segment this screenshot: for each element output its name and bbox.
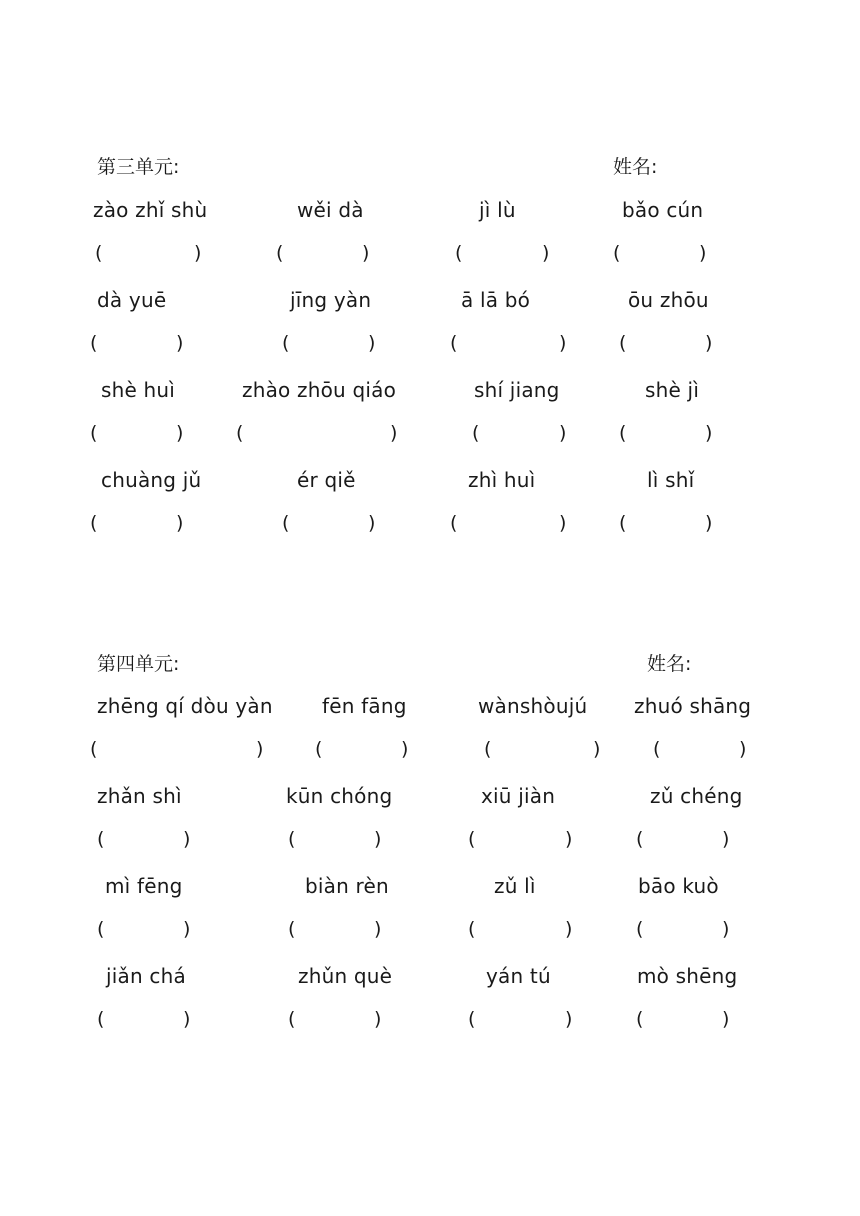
answer-paren-close: ) xyxy=(362,242,370,264)
pinyin-item: zào zhǐ shù xyxy=(93,198,208,222)
answer-paren-close: ) xyxy=(368,512,376,534)
answer-paren-open: ( xyxy=(90,422,98,444)
answer-paren-close: ) xyxy=(390,422,398,444)
pinyin-item: zǔ lì xyxy=(494,874,536,898)
answer-paren-open: ( xyxy=(315,738,323,760)
pinyin-item: shè huì xyxy=(101,378,176,402)
answer-paren-open: ( xyxy=(613,242,621,264)
pinyin-item: jì lù xyxy=(479,198,516,222)
answer-paren-close: ) xyxy=(183,918,191,940)
pinyin-item: zhì huì xyxy=(468,468,536,492)
answer-paren-close: ) xyxy=(593,738,601,760)
answer-paren-close: ) xyxy=(722,828,730,850)
pinyin-item: jiǎn chá xyxy=(106,964,186,988)
pinyin-item: ōu zhōu xyxy=(628,288,709,312)
answer-paren-open: ( xyxy=(90,332,98,354)
answer-paren-close: ) xyxy=(374,918,382,940)
answer-paren-open: ( xyxy=(636,828,644,850)
pinyin-item: mì fēng xyxy=(105,874,183,898)
answer-paren-open: ( xyxy=(236,422,244,444)
answer-paren-open: ( xyxy=(636,918,644,940)
pinyin-item: wànshòujú xyxy=(478,694,588,718)
answer-paren-close: ) xyxy=(565,828,573,850)
pinyin-item: zhēng qí dòu yàn xyxy=(97,694,273,718)
answer-paren-close: ) xyxy=(374,1008,382,1030)
answer-paren-close: ) xyxy=(739,738,747,760)
answer-paren-close: ) xyxy=(183,828,191,850)
answer-paren-open: ( xyxy=(455,242,463,264)
pinyin-item: fēn fāng xyxy=(322,694,407,718)
pinyin-item: dà yuē xyxy=(97,288,167,312)
answer-paren-close: ) xyxy=(705,332,713,354)
answer-paren-open: ( xyxy=(468,1008,476,1030)
answer-paren-open: ( xyxy=(288,918,296,940)
answer-paren-close: ) xyxy=(256,738,264,760)
answer-paren-close: ) xyxy=(374,828,382,850)
pinyin-item: biàn rèn xyxy=(305,874,389,898)
answer-paren-close: ) xyxy=(368,332,376,354)
pinyin-item: zhǔn què xyxy=(298,964,393,988)
answer-paren-close: ) xyxy=(559,422,567,444)
pinyin-item: zhào zhōu qiáo xyxy=(242,378,397,402)
answer-paren-open: ( xyxy=(95,242,103,264)
answer-paren-open: ( xyxy=(468,828,476,850)
answer-paren-open: ( xyxy=(288,1008,296,1030)
answer-paren-close: ) xyxy=(565,918,573,940)
answer-paren-open: ( xyxy=(468,918,476,940)
answer-paren-open: ( xyxy=(90,738,98,760)
answer-paren-close: ) xyxy=(722,918,730,940)
answer-paren-close: ) xyxy=(176,422,184,444)
answer-paren-close: ) xyxy=(559,512,567,534)
answer-paren-open: ( xyxy=(450,332,458,354)
pinyin-item: chuàng jǔ xyxy=(101,468,202,492)
pinyin-item: lì shǐ xyxy=(647,468,695,492)
answer-paren-close: ) xyxy=(542,242,550,264)
answer-paren-open: ( xyxy=(97,1008,105,1030)
answer-paren-open: ( xyxy=(450,512,458,534)
unit3-name-label: 姓名: xyxy=(613,156,658,178)
pinyin-item: jīng yàn xyxy=(290,288,372,312)
answer-paren-close: ) xyxy=(705,512,713,534)
answer-paren-close: ) xyxy=(722,1008,730,1030)
answer-paren-open: ( xyxy=(282,332,290,354)
answer-paren-open: ( xyxy=(90,512,98,534)
pinyin-item: ér qiě xyxy=(297,468,356,492)
unit3-title: 第三单元: xyxy=(97,156,180,178)
pinyin-item: shè jì xyxy=(645,378,700,402)
pinyin-item: yán tú xyxy=(486,964,551,988)
unit4-name-label: 姓名: xyxy=(647,653,692,675)
pinyin-item: kūn chóng xyxy=(286,784,393,808)
pinyin-item: bāo kuò xyxy=(638,874,719,898)
answer-paren-close: ) xyxy=(565,1008,573,1030)
pinyin-item: bǎo cún xyxy=(622,198,704,222)
pinyin-item: zhǎn shì xyxy=(97,784,182,808)
answer-paren-open: ( xyxy=(653,738,661,760)
answer-paren-close: ) xyxy=(176,512,184,534)
answer-paren-open: ( xyxy=(97,828,105,850)
unit4-title: 第四单元: xyxy=(97,653,180,675)
answer-paren-open: ( xyxy=(636,1008,644,1030)
answer-paren-close: ) xyxy=(194,242,202,264)
pinyin-item: zǔ chéng xyxy=(650,784,743,808)
answer-paren-close: ) xyxy=(705,422,713,444)
answer-paren-close: ) xyxy=(559,332,567,354)
pinyin-item: shí jiang xyxy=(474,378,560,402)
answer-paren-close: ) xyxy=(183,1008,191,1030)
pinyin-item: xiū jiàn xyxy=(481,784,556,808)
answer-paren-close: ) xyxy=(176,332,184,354)
pinyin-item: ā lā bó xyxy=(461,288,531,312)
answer-paren-open: ( xyxy=(619,422,627,444)
answer-paren-open: ( xyxy=(619,512,627,534)
pinyin-item: zhuó shāng xyxy=(634,694,752,718)
answer-paren-open: ( xyxy=(282,512,290,534)
answer-paren-close: ) xyxy=(699,242,707,264)
answer-paren-open: ( xyxy=(97,918,105,940)
answer-paren-open: ( xyxy=(276,242,284,264)
answer-paren-open: ( xyxy=(484,738,492,760)
answer-paren-open: ( xyxy=(619,332,627,354)
answer-paren-close: ) xyxy=(401,738,409,760)
answer-paren-open: ( xyxy=(472,422,480,444)
pinyin-item: wěi dà xyxy=(297,198,364,222)
answer-paren-open: ( xyxy=(288,828,296,850)
pinyin-item: mò shēng xyxy=(637,964,738,988)
